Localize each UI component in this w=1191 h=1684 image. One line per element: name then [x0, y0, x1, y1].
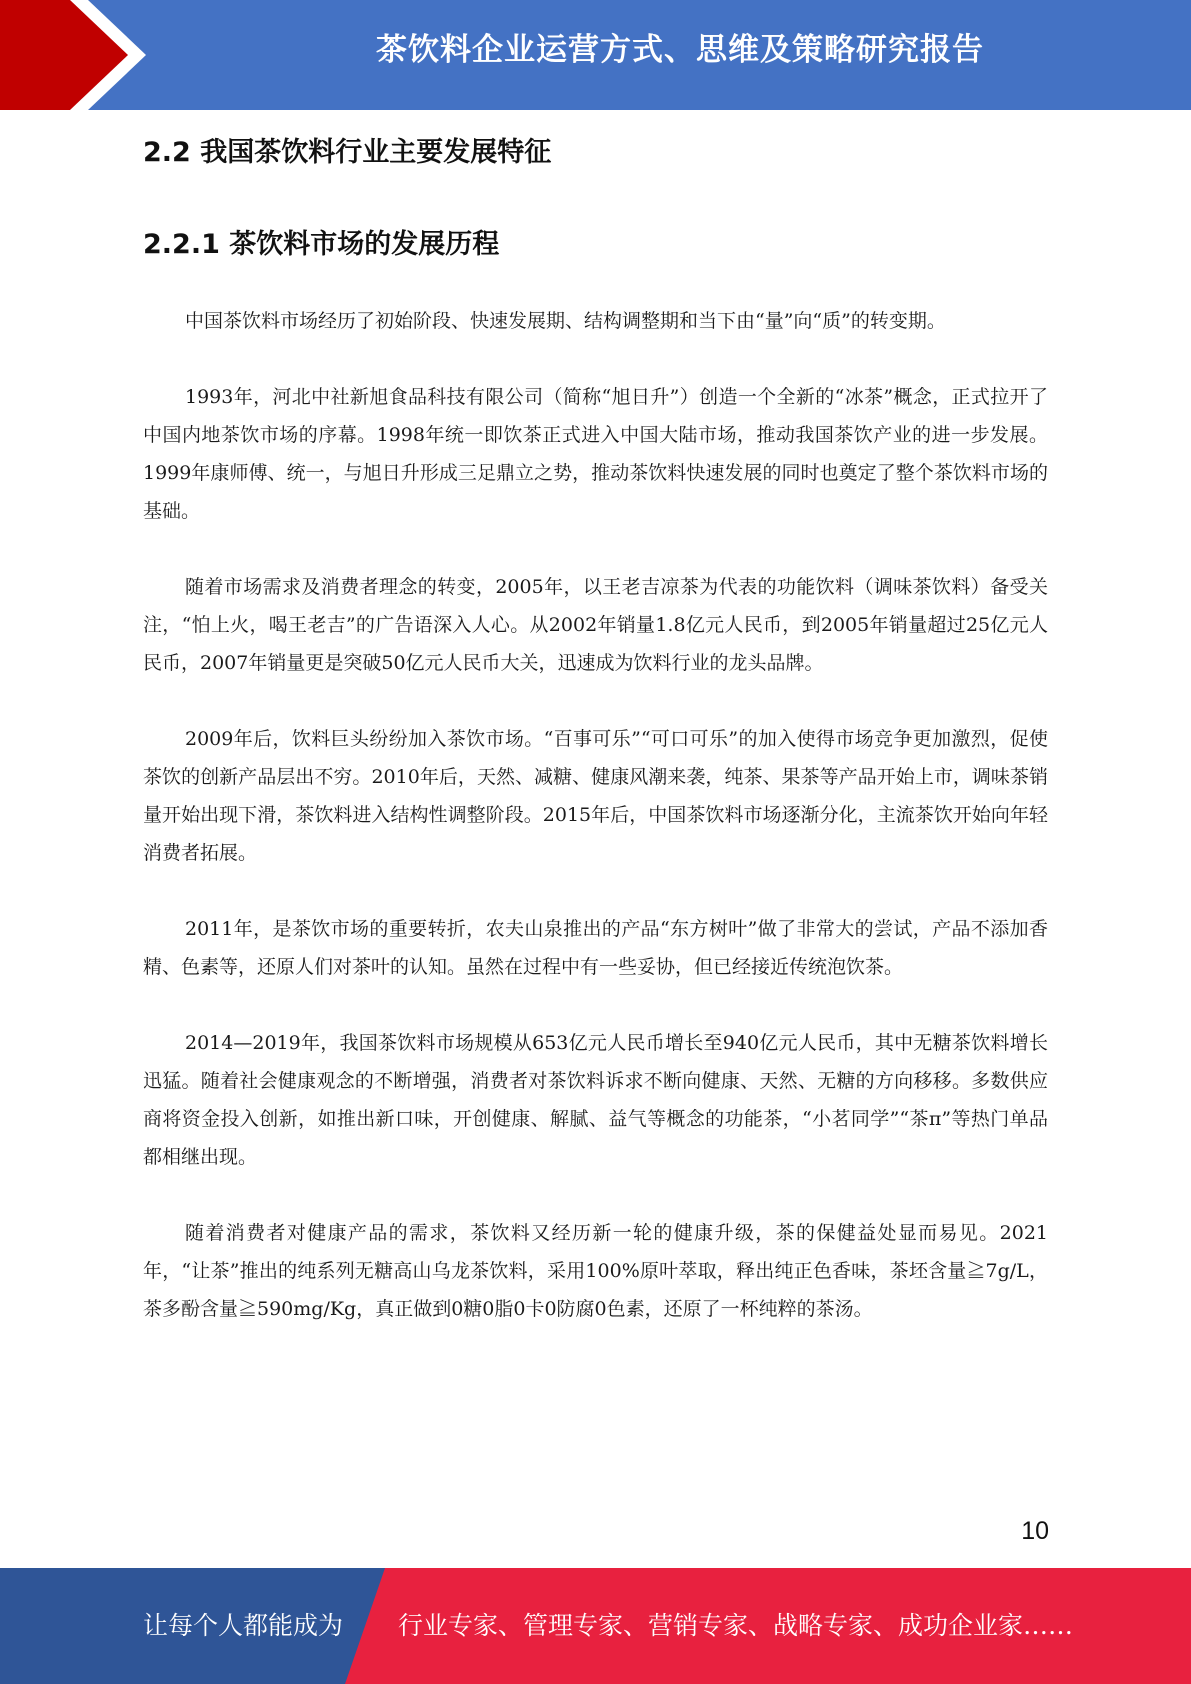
header-banner — [0, 0, 1191, 110]
page-number: 10 — [1021, 1517, 1049, 1545]
footer-slogan-right: 行业专家、管理专家、营销专家、战略专家、成功企业家…… — [398, 1611, 1074, 1640]
paragraph: 2014—2019年，我国茶饮料市场规模从653亿元人民币增长至940亿元人民币，其中无糖茶饮料增长迅猛。随着社会健康观念的不断增强，消费者对茶饮料诉求不断向健康、天然、无糖的方向移移。多数供应商将资金投入创新，如推出新口味，开创健康、解腻、益气等概念的功能茶，“小茗同学”“茶π”等热门单品都相继出现。 — [143, 1032, 1048, 1168]
paragraph: 1993年，河北中社新旭食品科技有限公司（简称“旭日升”）创造一个全新的“冰茶”概念，正式拉开了中国内地茶饮市场的序幕。1998年统一即饮茶正式进入中国大陆市场，推动我国茶饮产业的进一步发展。1999年康师傅、统一，与旭日升形成三足鼎立之势，推动茶饮料快速发展的同时也奠定了整个茶饮料市场的基础。 — [143, 386, 1048, 522]
footer-slogan-left: 让每个人都能成为 — [143, 1611, 344, 1640]
body-content — [143, 302, 1048, 1366]
subsection-heading: 2.2.1 茶饮料市场的发展历程 — [143, 229, 500, 260]
paragraph: 中国茶饮料市场经历了初始阶段、快速发展期、结构调整期和当下由“量”向“质”的转变期。 — [185, 310, 946, 332]
paragraph: 随着消费者对健康产品的需求，茶饮料又经历新一轮的健康升级，茶的保健益处显而易见。2021年，“让茶”推出的纯系列无糖高山乌龙茶饮料，采用100%原叶萃取，释出纯正色香味，茶坯含量≧7g/L，茶多酚含量≧590mg/Kg，真正做到0糖0脂0卡0防腐0色素，还原了一杯纯粹的茶汤。 — [143, 1222, 1048, 1320]
paragraph: 2011年，是茶饮市场的重要转折，农夫山泉推出的产品“东方树叶”做了非常大的尝试，产品不添加香精、色素等，还原人们对茶叶的认知。虽然在过程中有一些妥协，但已经接近传统泡饮茶。 — [143, 918, 1048, 978]
paragraph: 随着市场需求及消费者理念的转变，2005年，以王老吉凉茶为代表的功能饮料（调味茶饮料）备受关注，“怕上火，喝王老吉”的广告语深入人心。从2002年销量1.8亿元人民币，到2005年销量超过25亿元人民币，2007年销量更是突破50亿元人民币大关，迅速成为饮料行业的龙头品牌。 — [143, 576, 1048, 674]
section-heading: 2.2 我国茶饮料行业主要发展特征 — [143, 137, 552, 168]
footer-banner — [0, 1568, 1191, 1684]
document-title: 茶饮料企业运营方式、思维及策略研究报告 — [376, 32, 984, 68]
chevron-arrow-icon — [0, 0, 160, 110]
paragraph: 2009年后，饮料巨头纷纷加入茶饮市场。“百事可乐”“可口可乐”的加入使得市场竞争更加激烈，促使茶饮的创新产品层出不穷。2010年后，天然、减糖、健康风潮来袭，纯茶、果茶等产品开始上市，调味茶销量开始出现下滑，茶饮料进入结构性调整阶段。2015年后，中国茶饮料市场逐渐分化，主流茶饮开始向年轻消费者拓展。 — [143, 728, 1048, 864]
